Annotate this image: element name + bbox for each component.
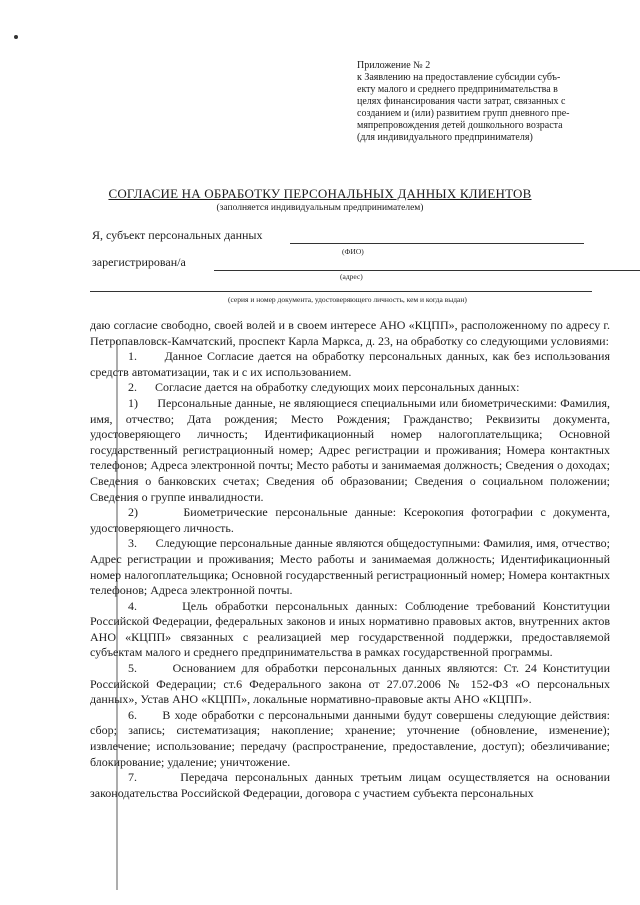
appendix-line: созданием и (или) развитием групп дневного пре-: [357, 108, 570, 119]
identity-document-field[interactable]: [90, 291, 592, 292]
appendix-line: целях финансирования части затрат, связанных с: [357, 96, 566, 107]
paragraph-6: 6. В ходе обработки с персональными данными будут совершены следующие действия: сбор; запись; систематизация; накопление; хранение; уточнение (обновление, изменение); извлечение; использование; передачу (распространение, предоставление, доступ); обезличивание; блокирование; удаление; уничтожение.: [90, 707, 610, 769]
document-hint: (серия и номер документа, удостоверяющего личность, кем и когда выдан): [228, 295, 467, 304]
paragraph-1: 1. Данное Согласие дается на обработку персональных данных, как без использования средств автоматизации, так и с их использованием.: [90, 349, 610, 379]
document-title: СОГЛАСИЕ НА ОБРАБОТКУ ПЕРСОНАЛЬНЫХ ДАННЫХ КЛИЕНТОВ: [108, 186, 532, 201]
appendix-line: к Заявлению на предоставление субсидии субъ-: [357, 72, 561, 83]
subject-label: Я, субъект персональных данных: [92, 228, 263, 242]
scan-artifact-dot: [14, 35, 18, 39]
paragraph-5: 5. Основанием для обработки персональных данных являются: Ст. 24 Конституции Российской Федерации; ст.6 Федерального закона от 27.07.2006 № 152-ФЗ «О персональных данных», Устав АНО «КЦПП», локальные нормативно-правовые акты АНО «КЦПП».: [90, 661, 610, 707]
subject-field-row: [92, 228, 592, 246]
appendix-line: Приложение № 2: [357, 60, 431, 71]
subject-hint: (ФИО): [342, 247, 364, 256]
document-field-row: [90, 276, 592, 294]
paragraph-intro: даю согласие свободно, своей волей и в своем интересе АНО «КЦПП», расположенному по адресу г. Петропавловск-Камчатский, проспект Карла Маркса, д. 23, на обработку со следующими условиями:: [90, 318, 610, 348]
appendix-line: мяпрепровождения детей дошкольного возраста: [357, 120, 563, 131]
paragraph-2: 2. Согласие дается на обработку следующих моих персональных данных:: [128, 380, 520, 395]
registered-label: зарегистрирован/а: [92, 255, 186, 269]
registered-address-field[interactable]: [214, 270, 640, 271]
registered-hint: (адрес): [340, 272, 363, 281]
document-subtitle: (заполняется индивидуальным предпринимателем): [216, 203, 424, 213]
paragraph-2-2: 2) Биометрические персональные данные: Ксерокопия фотографии с документа, удостоверяющего личность.: [90, 505, 610, 535]
appendix-line: екту малого и среднего предпринимательства в: [357, 84, 558, 95]
paragraph-4: 4. Цель обработки персональных данных: Соблюдение требований Конституции Российской Федерации, федеральных законов и иных нормативно правовых актов, внутренних актов АНО «КЦПП» связанных с реализацией мер государственной поддержки, предоставляемой субъектам малого и среднего предпринимательства в рамках государственной программы.: [90, 598, 610, 660]
appendix-header: [357, 60, 607, 144]
registered-field-row: [92, 255, 592, 273]
appendix-line: (для индивидуального предпринимателя): [357, 132, 533, 143]
paragraph-2-1: 1) Персональные данные, не являющиеся специальными или биометрическими: Фамилия, имя, отчество; Дата рождения; Место Рождения; Гражданство; Реквизиты документа, удостоверяющего личность; Идентификационный номер налогоплательщика; Основной государственный регистрационный номер; Адрес регистрации и проживания; Номера контактных телефонов; Адреса электронной почты; Место работы и занимаемая должность; Сведения о доходах; Сведения о банковских счетах; Сведения об образовании; Сведения о социальном положении; Сведения о группе инвалидности.: [90, 395, 610, 504]
consent-body: [90, 318, 610, 801]
subject-name-field[interactable]: [290, 243, 584, 244]
paragraph-7: 7. Передача персональных данных третьим лицам осуществляется на основании законодательства Российской Федерации, договора с участием субъекта персональных: [90, 770, 610, 800]
paragraph-3: 3. Следующие персональные данные являются общедоступными: Фамилия, имя, отчество; Адрес регистрации и проживания; Место работы и занимаемая должность; Идентификационный номер налогоплательщика; Основной государственный регистрационный номер; Номера контактных телефонов; Адреса электронной почты.: [90, 536, 610, 598]
